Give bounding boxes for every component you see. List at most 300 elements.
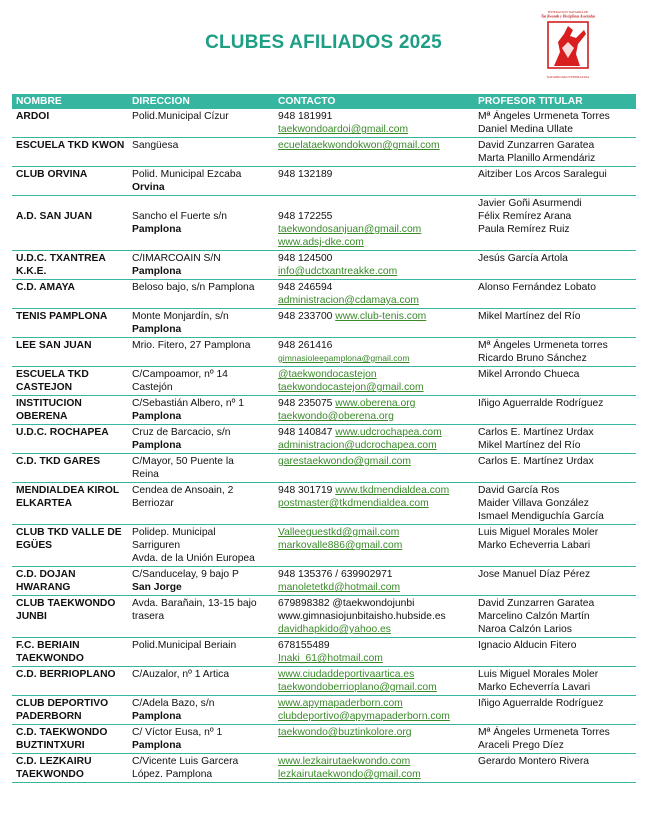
address-line: Avda. Barañain, 13-15 bajo [132, 598, 257, 609]
contact-cell [274, 454, 474, 483]
instructor-name: Daniel Medina Ullate [478, 124, 574, 135]
address-cell [128, 251, 274, 280]
table-row [12, 309, 636, 338]
address-cell [128, 338, 274, 367]
contact-cell [274, 280, 474, 309]
contact-link-text[interactable]: www.ciudaddeportivaartica.es [278, 669, 415, 680]
instructor-name: Aitziber Los Arcos Saralegui [478, 169, 607, 180]
table-row [12, 725, 636, 754]
club-name-line: C.D. TKD GARES [16, 456, 101, 467]
address-line [132, 197, 270, 210]
table-row [12, 367, 636, 396]
contact-link-text[interactable]: manoletetkd@hotmail.com [278, 582, 401, 593]
instructor-cell [474, 367, 636, 396]
club-name-line: PADERBORN [16, 711, 82, 722]
contact-link-text[interactable]: Inaki_61@hotmail.com [278, 653, 383, 664]
club-name-cell [12, 638, 128, 667]
contact-link[interactable] [278, 726, 470, 739]
address-line: Castejón [132, 382, 173, 393]
address-line: C/Adela Bazo, s/n [132, 698, 215, 709]
contact-text: 948 124500 [278, 253, 333, 264]
website-link[interactable]: www.udcrochapea.com [335, 427, 442, 438]
contact-text: 948 135376 / 639902971 [278, 569, 393, 580]
contact-cell [274, 196, 474, 251]
contact-line [278, 210, 470, 223]
table-row [12, 396, 636, 425]
clubs-table-body [12, 109, 636, 783]
contact-link-text[interactable]: lezkairutaekwondo@gmail.com [278, 769, 421, 780]
address-line: Pamplona [132, 740, 182, 751]
contact-link[interactable] [278, 381, 470, 394]
col-header-profesor: PROFESOR TITULAR [474, 94, 636, 109]
instructor-name: David Zunzarren Garatea [478, 140, 595, 151]
club-name-cell [12, 280, 128, 309]
club-name-line: C.D. LEZKAIRU [16, 756, 92, 767]
address-line: Avda. de la Unión Europea [132, 553, 255, 564]
contact-cell [274, 638, 474, 667]
contact-text: 948 140847 [278, 427, 336, 438]
contact-cell [274, 696, 474, 725]
club-name-line: CLUB TAEKWONDO [16, 598, 116, 609]
contact-text: 948 261416 [278, 340, 333, 351]
instructor-name: Iñigo Aguerralde Rodríguez [478, 698, 604, 709]
table-row [12, 109, 636, 138]
instructor-name: Jesús García Artola [478, 253, 568, 264]
address-cell [128, 280, 274, 309]
club-name-line: C.D. TAEKWONDO [16, 727, 108, 738]
contact-line [278, 484, 470, 497]
address-cell [128, 638, 274, 667]
address-line: C/Auzalor, nº 1 Artica [132, 669, 230, 680]
instructor-cell [474, 696, 636, 725]
contact-cell [274, 667, 474, 696]
club-name-line: F.C. BERIAIN [16, 640, 80, 651]
instructor-name: Ismael Mendiguchía García [478, 511, 604, 522]
instructor-name: Marko Echeverria Labari [478, 540, 591, 551]
contact-link-text[interactable]: www.adsj-dke.com [278, 237, 364, 248]
address-line: C/IMARCOAIN S/N [132, 253, 221, 264]
instructor-cell [474, 251, 636, 280]
instructor-name: Marta Planillo Armendáriz [478, 153, 596, 164]
contact-link[interactable] [278, 623, 470, 636]
table-row [12, 338, 636, 367]
club-name-line: ARDOI [16, 111, 50, 122]
contact-link-text[interactable]: www.lezkairutaekwondo.com [278, 756, 411, 767]
contact-link[interactable] [278, 681, 470, 694]
contact-link[interactable] [278, 139, 470, 152]
instructor-cell [474, 109, 636, 138]
address-line: Cendea de Ansoain, 2 [132, 485, 234, 496]
table-row [12, 596, 636, 638]
club-name-line: ELKARTEA [16, 498, 73, 509]
club-name-cell [12, 696, 128, 725]
address-cell [128, 167, 274, 196]
instructor-name: Ricardo Bruno Sánchez [478, 353, 587, 364]
address-line: C/Mayor, 50 Puente la [132, 456, 234, 467]
address-line: Mrio. Fitero, 27 Pamplona [132, 340, 251, 351]
contact-cell [274, 167, 474, 196]
club-name-line: TAEKWONDO [16, 653, 84, 664]
instructor-name: Araceli Prego Díez [478, 740, 564, 751]
website-link[interactable]: www.club-tenis.com [335, 311, 427, 322]
club-name-line: OBERENA [16, 411, 68, 422]
address-line: Pamplona [132, 711, 182, 722]
contact-link-text[interactable]: taekwondoardoi@gmail.com [278, 124, 409, 135]
contact-link-text[interactable]: clubdeportivo@apymapaderborn.com [278, 711, 450, 722]
instructor-name: Marko Echeverría Lavari [478, 682, 591, 693]
club-name-cell [12, 567, 128, 596]
address-line: Monte Monjardín, s/n [132, 311, 229, 322]
club-name-line: INSTITUCION [16, 398, 82, 409]
instructor-name: Carlos E. Martínez Urdax [478, 427, 594, 438]
contact-link[interactable] [278, 352, 470, 365]
address-line: C/Campoamor, nº 14 [132, 369, 228, 380]
contact-text: 948 235075 [278, 398, 336, 409]
contact-line [278, 110, 470, 123]
club-name-cell [12, 196, 128, 251]
address-line: Sangüesa [132, 140, 179, 151]
club-name-line: TENIS PAMPLONA [16, 311, 108, 322]
instructor-cell [474, 396, 636, 425]
contact-link[interactable] [278, 265, 470, 278]
contact-link[interactable] [278, 410, 470, 423]
club-name-cell [12, 754, 128, 783]
club-name-cell [12, 251, 128, 280]
table-row [12, 167, 636, 196]
instructor-name: Paula Remírez Ruiz [478, 224, 570, 235]
instructor-name: Ignacio Alducin Fitero [478, 640, 577, 651]
club-name-line: K.K.E. [16, 266, 47, 277]
instructor-cell [474, 567, 636, 596]
contact-text: 948 246594 [278, 282, 333, 293]
club-name-cell [12, 483, 128, 525]
club-name-cell [12, 367, 128, 396]
club-name-cell [12, 309, 128, 338]
instructor-name: Gerardo Montero Rivera [478, 756, 590, 767]
contact-line [278, 597, 470, 610]
address-line: López. Pamplona [132, 769, 213, 780]
contact-link-text[interactable]: taekwondoberrioplano@gmail.com [278, 682, 437, 693]
col-header-direccion: DIRECCION [128, 94, 274, 109]
address-line: Polidep. Municipal [132, 527, 216, 538]
contact-cell [274, 754, 474, 783]
contact-text: 948 233700 [278, 311, 336, 322]
website-link[interactable]: www.oberena.org [335, 398, 416, 409]
club-name-cell [12, 725, 128, 754]
contact-link[interactable] [278, 539, 470, 552]
contact-link-text[interactable]: davidhapkido@yahoo.es [278, 624, 391, 635]
instructor-cell [474, 454, 636, 483]
address-line: C/Sanducelay, 9 bajo P [132, 569, 239, 580]
contact-text: 948 301719 [278, 485, 336, 496]
contact-link-text[interactable]: taekwondocastejon@gmail.com [278, 382, 424, 393]
contact-link[interactable] [278, 526, 470, 539]
contact-line [278, 568, 470, 581]
logo-bottom-text: NAFARROAKO FEDERAZIOA [546, 75, 590, 79]
instructor-name: Javier Goñi Asurmendi [478, 198, 582, 209]
contact-link[interactable] [278, 455, 470, 468]
address-line: Sarriguren [132, 540, 181, 551]
instructor-cell [474, 280, 636, 309]
contact-link[interactable] [278, 223, 470, 236]
address-line: trasera [132, 611, 165, 622]
instructor-name: Mikel Martínez del Río [478, 311, 581, 322]
contact-link[interactable] [278, 668, 470, 681]
address-cell [128, 196, 274, 251]
address-cell [128, 396, 274, 425]
table-row [12, 454, 636, 483]
instructor-name: David Zunzarren Garatea [478, 598, 595, 609]
club-name-line [16, 197, 124, 210]
club-name-line: U.D.C. TXANTREA [16, 253, 106, 264]
contact-cell [274, 725, 474, 754]
contact-line [278, 397, 470, 410]
address-cell [128, 696, 274, 725]
contact-line [278, 639, 470, 652]
page-title: CLUBES AFILIADOS 2025 [205, 32, 442, 53]
address-line: Pamplona [132, 266, 182, 277]
contact-link[interactable] [278, 652, 470, 665]
instructor-name: Mª Ángeles Urmeneta Torres [478, 727, 610, 738]
club-name-line: C.D. AMAYA [16, 282, 75, 293]
instructor-name: Mª Ángeles Urmeneta Torres [478, 111, 610, 122]
club-name-line: ESCUELA TKD [16, 369, 89, 380]
contact-cell [274, 596, 474, 638]
club-name-line: HWARANG [16, 582, 71, 593]
contact-link[interactable] [278, 439, 470, 452]
address-cell [128, 567, 274, 596]
address-line: Polid. Municipal Ezcaba [132, 169, 242, 180]
col-header-nombre: NOMBRE [12, 94, 128, 109]
contact-line [278, 310, 470, 323]
address-cell [128, 425, 274, 454]
contact-cell [274, 525, 474, 567]
contact-link[interactable] [278, 755, 470, 768]
address-line: C/Sebastián Albero, nº 1 [132, 398, 244, 409]
table-row [12, 567, 636, 596]
club-name-line: CASTEJON [16, 382, 73, 393]
contact-line [278, 610, 470, 623]
instructor-cell [474, 138, 636, 167]
contact-link-text[interactable]: @taekwondocastejon [278, 369, 377, 380]
col-header-contacto: CONTACTO [274, 94, 474, 109]
contact-cell [274, 483, 474, 525]
address-line: Pamplona [132, 440, 182, 451]
address-line: Pamplona [132, 411, 182, 422]
instructor-name: Félix Remírez Arana [478, 211, 572, 222]
contact-text: 948 132189 [278, 169, 333, 180]
instructor-name: Luis Miguel Morales Moler [478, 527, 599, 538]
table-row [12, 280, 636, 309]
contact-cell [274, 338, 474, 367]
instructor-cell [474, 309, 636, 338]
club-name-line: JUNBI [16, 611, 47, 622]
club-name-line: CLUB ORVINA [16, 169, 88, 180]
address-cell [128, 138, 274, 167]
contact-link[interactable] [278, 697, 470, 710]
address-line: San Jorge [132, 582, 182, 593]
contact-text: 948 172255 [278, 211, 333, 222]
club-name-line: U.D.C. ROCHAPEA [16, 427, 109, 438]
contact-cell [274, 396, 474, 425]
website-link[interactable]: www.tkdmendialdea.com [335, 485, 450, 496]
contact-link-text[interactable]: garestaekwondo@gmail.com [278, 456, 411, 467]
table-header-row [12, 94, 636, 109]
contact-link-text[interactable]: taekwondosanjuan@gmail.com [278, 224, 422, 235]
instructor-cell [474, 667, 636, 696]
contact-line [278, 168, 470, 181]
club-name-cell [12, 596, 128, 638]
club-name-cell [12, 454, 128, 483]
address-cell [128, 725, 274, 754]
address-cell [128, 367, 274, 396]
instructor-name: Naroa Calzón Larios [478, 624, 572, 635]
address-cell [128, 109, 274, 138]
contact-link-text[interactable]: administracion@udcrochapea.com [278, 440, 437, 451]
instructor-name: David García Ros [478, 485, 560, 496]
logo-top-text-2: Tae Kwondo y Disciplinas Asociadas [540, 14, 596, 19]
contact-text: 948 181991 [278, 111, 333, 122]
contact-link[interactable] [278, 236, 470, 249]
contact-link-text[interactable]: info@udctxantreakke.com [278, 266, 398, 277]
address-cell [128, 754, 274, 783]
club-name-line: MENDIALDEA KIROL [16, 485, 120, 496]
contact-line [278, 252, 470, 265]
instructor-name: Mª Ángeles Urmeneta torres [478, 340, 608, 351]
table-row [12, 196, 636, 251]
address-cell [128, 667, 274, 696]
instructor-cell [474, 167, 636, 196]
address-line: Pamplona [132, 224, 182, 235]
table-row [12, 754, 636, 783]
address-cell [128, 309, 274, 338]
instructor-cell [474, 725, 636, 754]
instructor-cell [474, 754, 636, 783]
contact-line [278, 426, 470, 439]
contact-cell [274, 138, 474, 167]
club-name-line: A.D. SAN JUAN [16, 211, 93, 222]
club-name-cell [12, 425, 128, 454]
contact-cell [274, 567, 474, 596]
address-line: C/Vicente Luis Garcera [132, 756, 239, 767]
instructor-name: Mikel Arrondo Chueca [478, 369, 580, 380]
contact-line [278, 339, 470, 352]
instructor-cell [474, 425, 636, 454]
table-row [12, 425, 636, 454]
club-name-line: TAEKWONDO [16, 769, 84, 780]
address-line: Polid.Municipal Beriain [132, 640, 237, 651]
contact-cell [274, 109, 474, 138]
address-line: Reina [132, 469, 159, 480]
contact-text: 679898382 @taekwondojunbi [278, 598, 415, 609]
instructor-name: Marcelino Calzón Martín [478, 611, 590, 622]
contact-link-text[interactable]: Valleeguestkd@gmail.com [278, 527, 400, 538]
contact-link-text[interactable]: ecuelataekwondokwon@gmail.com [278, 140, 440, 151]
instructor-cell [474, 596, 636, 638]
contact-link-text[interactable]: administracion@cdamaya.com [278, 295, 419, 306]
table-row [12, 667, 636, 696]
instructor-name: Jose Manuel Díaz Pérez [478, 569, 591, 580]
club-name-line: ESCUELA TKD KWON [16, 140, 124, 151]
instructor-name: Mikel Martínez del Río [478, 440, 581, 451]
address-cell [128, 525, 274, 567]
contact-link-text[interactable]: taekwondo@buztinkolore.org [278, 727, 412, 738]
address-cell [128, 454, 274, 483]
instructor-name: Maider Villava González [478, 498, 589, 509]
instructor-name: Luis Miguel Morales Moler [478, 669, 599, 680]
address-line: Orvina [132, 182, 165, 193]
instructor-name: Alonso Fernández Lobato [478, 282, 596, 293]
table-row [12, 696, 636, 725]
contact-line [278, 197, 470, 210]
club-name-cell [12, 167, 128, 196]
club-name-line: CLUB TKD VALLE DE [16, 527, 122, 538]
contact-link[interactable] [278, 294, 470, 307]
instructor-name: Carlos E. Martínez Urdax [478, 456, 594, 467]
contact-link-text[interactable]: www.apymapaderborn.com [278, 698, 403, 709]
contact-link-text[interactable]: taekwondo@oberena.org [278, 411, 394, 422]
contact-cell [274, 251, 474, 280]
table-row [12, 251, 636, 280]
table-row [12, 483, 636, 525]
contact-link[interactable] [278, 710, 470, 723]
contact-link[interactable] [278, 368, 470, 381]
club-name-line: LEE SAN JUAN [16, 340, 92, 351]
club-name-line: CLUB DEPORTIVO [16, 698, 109, 709]
table-row [12, 138, 636, 167]
contact-line [278, 281, 470, 294]
club-name-line: C.D. BERRIOPLANO [16, 669, 116, 680]
address-line: Polid.Municipal Cízur [132, 111, 229, 122]
club-name-cell [12, 667, 128, 696]
club-name-line: BUZTINTXURI [16, 740, 85, 751]
address-line: Sancho el Fuerte s/n [132, 211, 228, 222]
instructor-cell [474, 638, 636, 667]
clubs-table [12, 94, 636, 783]
contact-link-text[interactable]: markovalle886@gmail.com [278, 540, 403, 551]
contact-cell [274, 309, 474, 338]
club-name-cell [12, 138, 128, 167]
instructor-cell [474, 483, 636, 525]
club-name-line: C.D. DOJAN [16, 569, 76, 580]
contact-text: www.gimnasiojunbitaisho.hubside.es [278, 611, 446, 622]
table-row [12, 638, 636, 667]
address-cell [128, 483, 274, 525]
federation-logo [532, 8, 604, 84]
address-line: Berriozar [132, 498, 174, 509]
contact-cell [274, 367, 474, 396]
instructor-cell [474, 196, 636, 251]
instructor-name: Iñigo Aguerralde Rodríguez [478, 398, 604, 409]
address-line: Cruz de Barcacio, s/n [132, 427, 231, 438]
instructor-cell [474, 338, 636, 367]
address-line: C/ Víctor Eusa, nº 1 [132, 727, 223, 738]
instructor-cell [474, 525, 636, 567]
contact-link-text[interactable]: postmaster@tkdmendialdea.com [278, 498, 429, 509]
contact-link[interactable] [278, 581, 470, 594]
club-name-cell [12, 338, 128, 367]
contact-link-text[interactable]: gimnasioleepamplona@gmail.com [278, 353, 410, 363]
club-name-cell [12, 525, 128, 567]
contact-link[interactable] [278, 768, 470, 781]
contact-link[interactable] [278, 497, 470, 510]
contact-text: 678155489 [278, 640, 330, 651]
contact-link[interactable] [278, 123, 470, 136]
club-name-cell [12, 396, 128, 425]
contact-cell [274, 425, 474, 454]
club-name-line: EGÜES [16, 540, 53, 551]
address-cell [128, 596, 274, 638]
